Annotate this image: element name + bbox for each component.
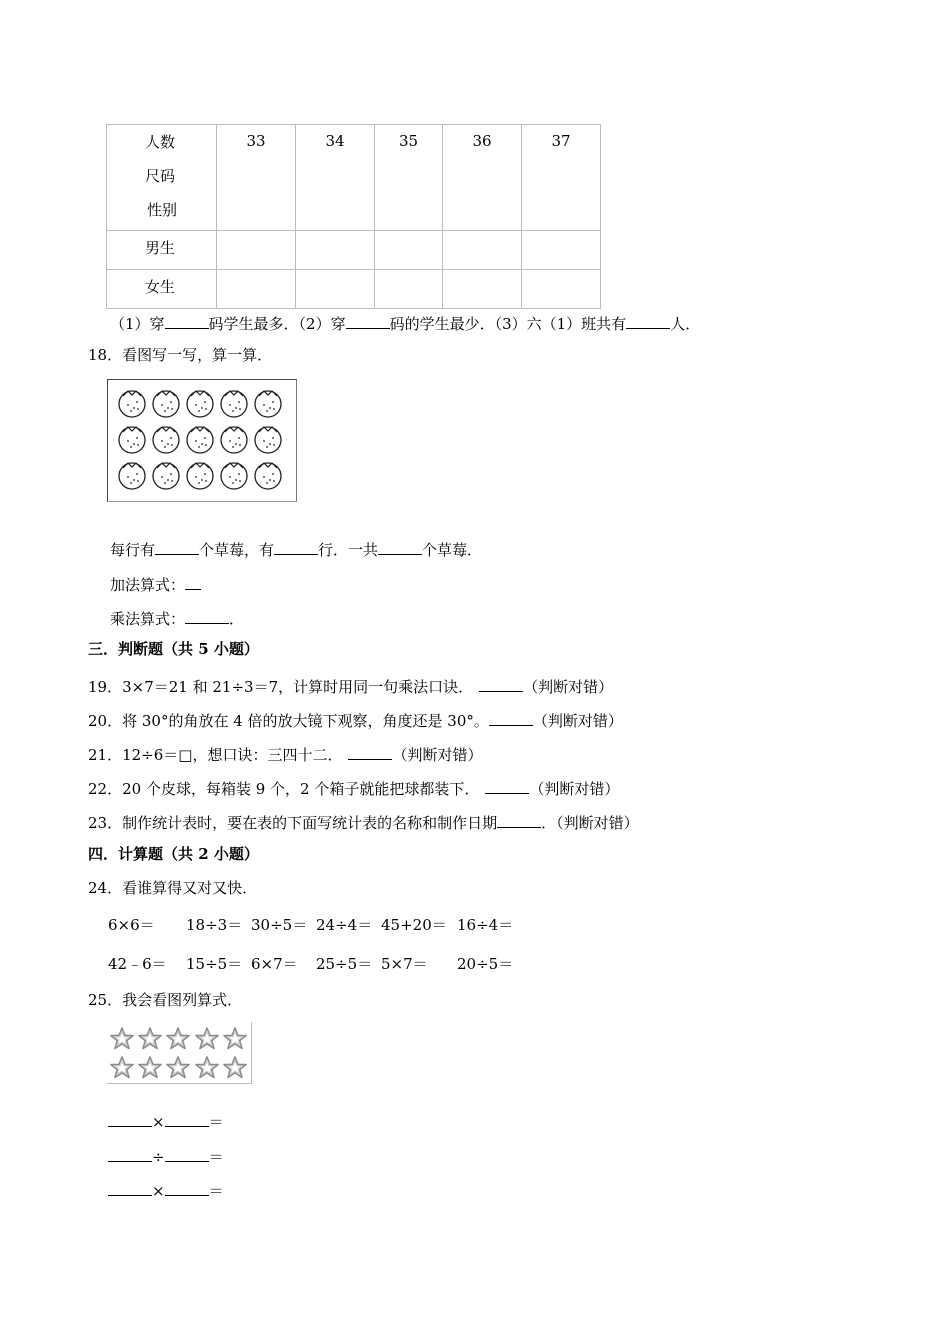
table-cell[interactable] xyxy=(443,231,522,270)
calc-item: 42﹣6＝ xyxy=(108,955,167,973)
calc-item: 6×6＝ xyxy=(108,916,155,934)
answer-blank[interactable] xyxy=(489,711,533,726)
calc-item: 45+20＝ xyxy=(381,916,447,934)
row-label-girls: 女生 xyxy=(145,278,176,296)
calc-item: 5×7＝ xyxy=(381,955,428,973)
answer-blank[interactable] xyxy=(348,745,392,760)
table-cell[interactable] xyxy=(296,270,375,309)
answer-blank[interactable] xyxy=(185,575,201,590)
answer-blank[interactable] xyxy=(626,314,670,329)
star-picture xyxy=(107,1022,252,1084)
star-grid xyxy=(107,1022,251,1083)
q18-multiplication: 乘法算式： ． xyxy=(110,610,245,628)
q25-line-2: ÷ ＝ xyxy=(108,1147,224,1165)
section-3-title: 三．判断题（共 5 小题） xyxy=(88,640,259,658)
table-cell[interactable] xyxy=(296,231,375,270)
answer-blank[interactable] xyxy=(155,540,199,555)
table-cell[interactable] xyxy=(217,231,296,270)
table-cell[interactable] xyxy=(375,231,443,270)
star-icons xyxy=(111,1028,246,1078)
answer-blank[interactable] xyxy=(165,314,209,329)
q20: 20．将 30°的角放在 4 倍的放大镜下观察，角度还是 30°。 （判断对错） xyxy=(88,712,623,730)
calc-item: 20÷5＝ xyxy=(457,955,514,973)
answer-blank[interactable] xyxy=(108,1112,152,1127)
calc-item: 18÷3＝ xyxy=(186,916,243,934)
q21: 21．12÷6＝□，想口诀：三四十二． （判断对错） xyxy=(88,746,483,764)
q24-title: 24．看谁算得又对又快． xyxy=(88,879,258,897)
answer-blank[interactable] xyxy=(185,609,229,624)
q23: 23．制作统计表时，要在表的下面写统计表的名称和制作日期 ．（判断对错） xyxy=(88,814,639,832)
header-size-label: 尺码 xyxy=(145,167,176,185)
table-cell[interactable] xyxy=(375,270,443,309)
table-cell[interactable] xyxy=(217,270,296,309)
row-label-boys: 男生 xyxy=(145,239,176,257)
calc-item: 24÷4＝ xyxy=(316,916,373,934)
calc-item: 15÷5＝ xyxy=(186,955,243,973)
calc-item: 6×7＝ xyxy=(251,955,298,973)
size-34: 34 xyxy=(325,132,345,150)
header-gender-label: 性别 xyxy=(147,201,178,219)
calc-item: 30÷5＝ xyxy=(251,916,308,934)
table-row xyxy=(107,231,601,270)
answer-blank[interactable] xyxy=(485,779,529,794)
strawberry-grid xyxy=(108,380,296,501)
q25-title: 25．我会看图列算式． xyxy=(88,991,243,1009)
answer-blank[interactable] xyxy=(346,314,390,329)
table-header-cell xyxy=(107,125,217,231)
answer-blank[interactable] xyxy=(497,813,541,828)
strawberry-picture xyxy=(107,379,297,502)
size-33: 33 xyxy=(246,132,266,150)
q19: 19．3×7＝21 和 21÷3＝7，计算时用同一句乘法口诀． （判断对错） xyxy=(88,678,614,696)
shoe-size-table xyxy=(106,124,601,309)
q17-sub-line: （1）穿 码学生最多．（2）穿 码的学生最少．（3）六（1）班共有 人． xyxy=(110,315,701,333)
size-35: 35 xyxy=(398,132,419,150)
section-4-title: 四．计算题（共 2 小题） xyxy=(88,845,259,863)
answer-blank[interactable] xyxy=(108,1147,152,1162)
answer-blank[interactable] xyxy=(378,540,422,555)
answer-blank[interactable] xyxy=(165,1112,209,1127)
size-37: 37 xyxy=(551,132,571,150)
q22: 22．20 个皮球，每箱装 9 个，2 个箱子就能把球都装下． （判断对错） xyxy=(88,780,620,798)
strawberry-icons xyxy=(119,391,281,489)
table-cell[interactable] xyxy=(522,270,601,309)
size-36: 36 xyxy=(472,132,492,150)
answer-blank[interactable] xyxy=(165,1147,209,1162)
q18-line1: 每行有 个草莓，有 行．一共 个草莓． xyxy=(110,541,483,559)
table-cell[interactable] xyxy=(443,270,522,309)
answer-blank[interactable] xyxy=(274,540,318,555)
q25-line-1: × ＝ xyxy=(108,1112,224,1130)
table-row xyxy=(107,270,601,309)
calc-item: 25÷5＝ xyxy=(316,955,373,973)
q18-title: 18．看图写一写，算一算． xyxy=(88,346,273,364)
table-cell[interactable] xyxy=(522,231,601,270)
answer-blank[interactable] xyxy=(479,677,523,692)
answer-blank[interactable] xyxy=(108,1181,152,1196)
header-count-label: 人数 xyxy=(145,133,176,151)
calc-item: 16÷4＝ xyxy=(457,916,514,934)
q18-addition: 加法算式： xyxy=(110,575,201,593)
q25-line-3: × ＝ xyxy=(108,1181,224,1199)
answer-blank[interactable] xyxy=(165,1181,209,1196)
